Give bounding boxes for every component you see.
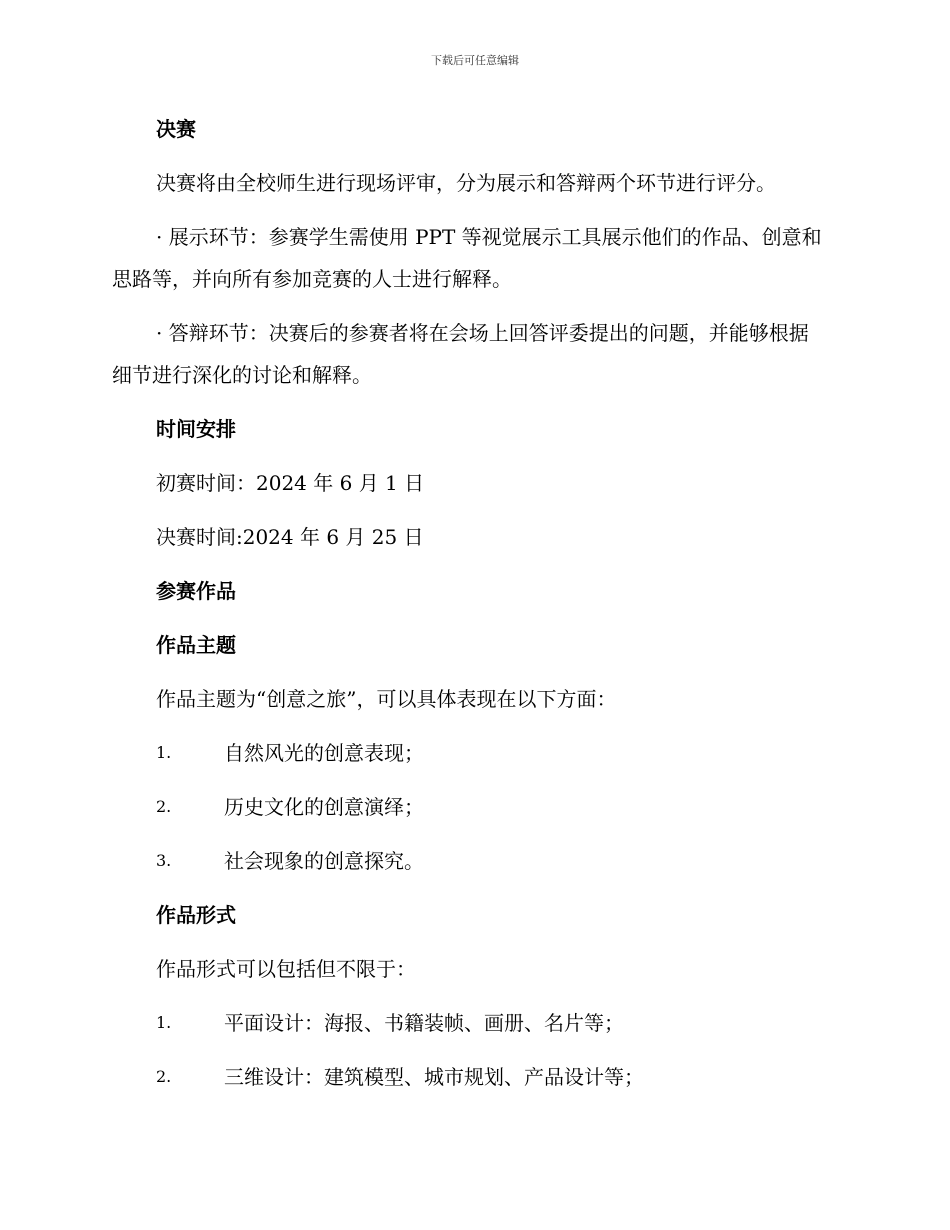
paragraph-final-time: 决赛时间:2024 年 6 月 25 日	[156, 525, 424, 549]
list-item-number: 3.	[156, 851, 172, 870]
heading-theme: 作品主题	[156, 633, 236, 657]
heading-final: 决赛	[156, 117, 196, 141]
list-item-text: 平面设计：海报、书籍装帧、画册、名片等；	[224, 1011, 624, 1035]
list-item	[112, 786, 824, 828]
list-item-number: 2.	[156, 1067, 172, 1086]
heading-schedule: 时间安排	[156, 417, 236, 441]
list-item-text: 社会现象的创意探究。	[224, 849, 424, 873]
list-item-number: 1.	[156, 1013, 172, 1032]
paragraph-final-intro: 决赛将由全校师生进行现场评审，分为展示和答辩两个环节进行评分。	[156, 171, 776, 195]
document-body	[112, 108, 824, 1110]
paragraph-prelim-time: 初赛时间：2024 年 6 月 1 日	[156, 471, 425, 495]
list-item	[112, 732, 824, 774]
page-header: 下载后可任意编辑	[431, 54, 519, 67]
heading-works: 参赛作品	[156, 579, 236, 603]
list-item-number: 2.	[156, 797, 172, 816]
paragraph-theme-intro: 作品主题为“创意之旅”，可以具体表现在以下方面：	[156, 687, 617, 711]
paragraph-form-intro: 作品形式可以包括但不限于：	[156, 957, 416, 981]
list-item	[112, 840, 824, 882]
list-item	[112, 1056, 824, 1098]
paragraph-defense-item: · 答辩环节：决赛后的参赛者将在会场上回答评委提出的问题，并能够根据细节进行深化的讨论和解释。	[112, 321, 809, 387]
heading-form: 作品形式	[156, 903, 236, 927]
list-item-text: 自然风光的创意表现；	[224, 741, 424, 765]
list-item	[112, 1002, 824, 1044]
list-item-text: 三维设计：建筑模型、城市规划、产品设计等；	[224, 1065, 644, 1089]
list-item-number: 1.	[156, 743, 172, 762]
paragraph-show-item: · 展示环节：参赛学生需使用 PPT 等视觉展示工具展示他们的作品、创意和思路等，并向所有参加竞赛的人士进行解释。	[112, 225, 822, 291]
list-item-text: 历史文化的创意演绎；	[224, 795, 424, 819]
